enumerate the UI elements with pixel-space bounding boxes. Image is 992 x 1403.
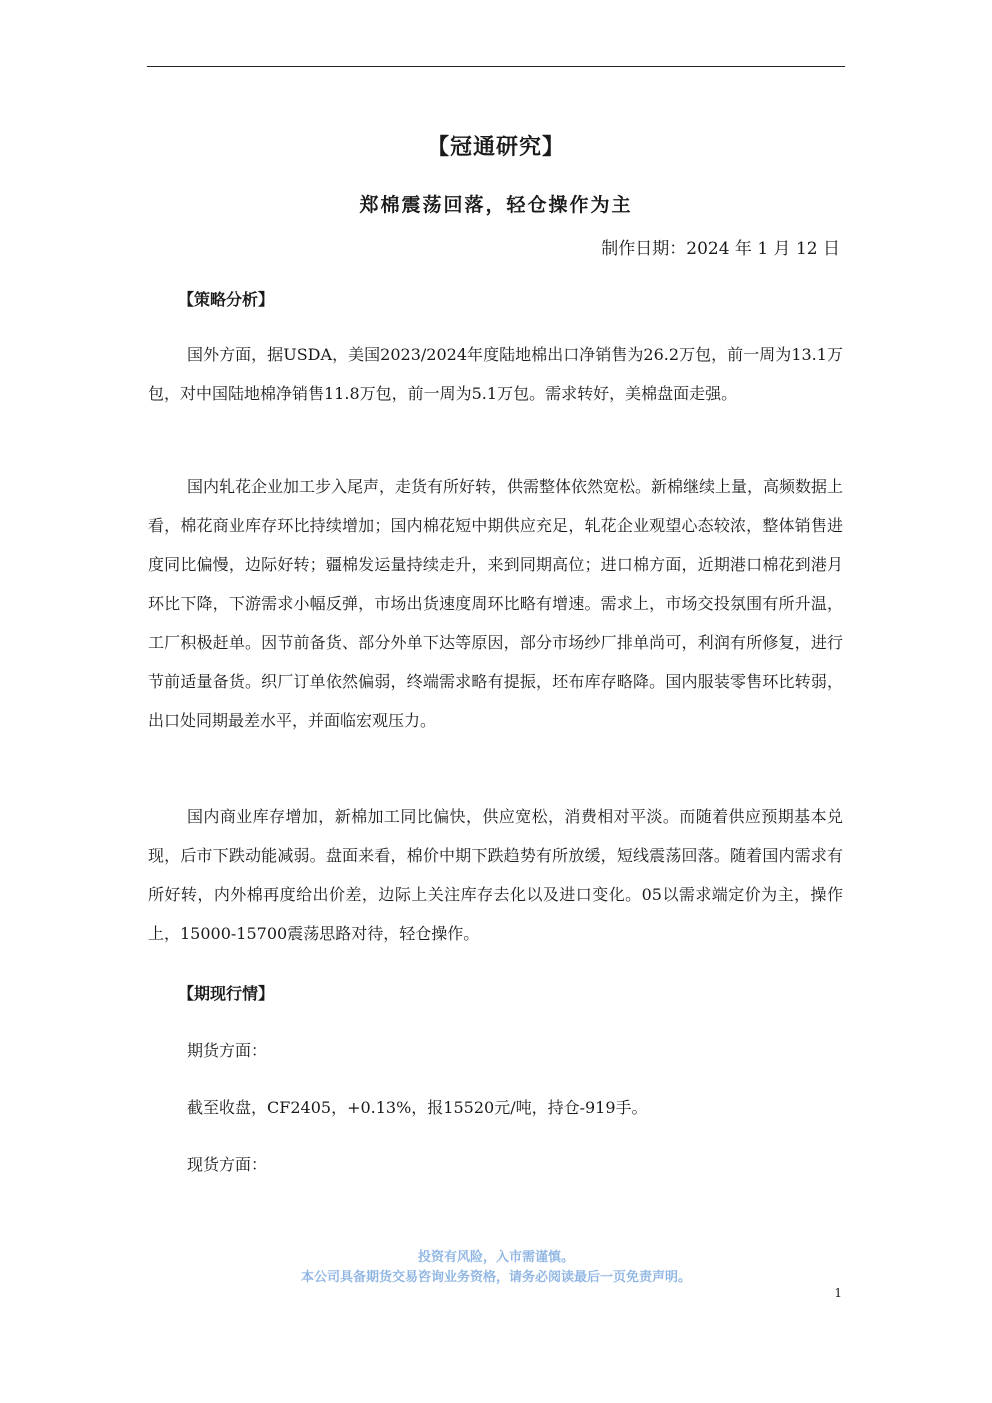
document-subtitle: 郑棉震荡回落，轻仓操作为主 [359,194,633,216]
document-title: 【冠通研究】 [426,134,565,160]
strategy-paragraph-1: 国外方面，据USDA，美国2023/2024年度陆地棉出口净销售为26.2万包，前一周为13.1万包，对中国陆地棉净销售11.8万包，前一周为5.1万包。需求转好，美棉盘面走强。 [148,345,843,403]
futures-quote: 截至收盘，CF2405，+0.13%，报15520元/吨，持仓-919手。 [187,1098,648,1117]
risk-warning: 投资有风险，入市需谨慎。 [417,1250,574,1265]
page-number: 1 [834,1286,842,1300]
futures-label: 期货方面： [187,1041,268,1060]
disclaimer-notice: 本公司具备期货交易咨询业务资格，请务必阅读最后一页免责声明。 [300,1270,691,1285]
document-date: 制作日期：2024 年 1 月 12 日 [601,239,840,259]
market-heading: 【期现行情】 [178,984,275,1003]
header-rule [147,66,845,67]
strategy-paragraph-2: 国内轧花企业加工步入尾声，走货有所好转，供需整体依然宽松。新棉继续上量，高频数据上看，棉花商业库存环比持续增加；国内棉花短中期供应充足，轧花企业观望心态较浓，整体销售进度同比偏慢，边际好转；疆棉发运量持续走升，来到同期高位；进口棉方面，近期港口棉花到港月环比下降，下游需求小幅反弹，市场出货速度周环比略有增速。需求上，市场交投氛围有所升温，工厂积极赶单。因节前备货、部分外单下达等原因，部分市场纱厂排单尚可，利润有所修复，进行节前适量备货。织厂订单依然偏弱，终端需求略有提振，坯布库存略降。国内服装零售环比转弱，出口处同期最差水平，并面临宏观压力。 [148,477,844,730]
strategy-heading: 【策略分析】 [178,290,275,309]
strategy-paragraph-3: 国内商业库存增加，新棉加工同比偏快，供应宽松，消费相对平淡。而随着供应预期基本兑现，后市下跌动能减弱。盘面来看，棉价中期下跌趋势有所放缓，短线震荡回落。随着国内需求有所好转，内外棉再度给出价差，边际上关注库存去化以及进口变化。05以需求端定价为主，操作上，15000-15700震荡思路对待，轻仓操作。 [148,807,843,943]
spot-label: 现货方面： [187,1155,268,1174]
